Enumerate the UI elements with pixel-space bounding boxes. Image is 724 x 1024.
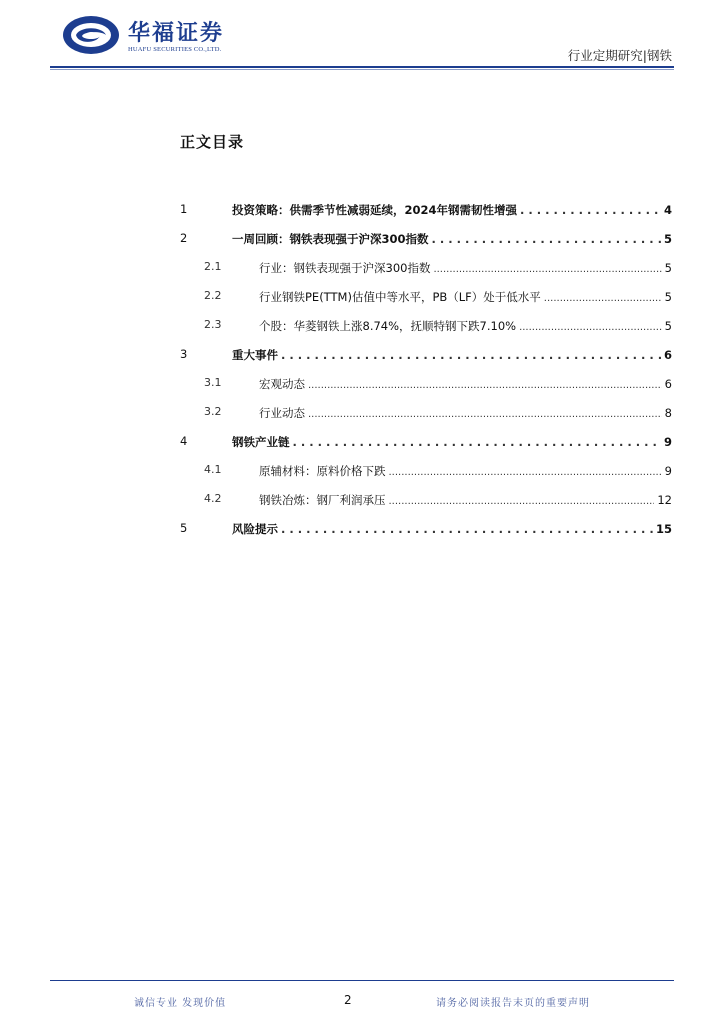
toc-dot-leader: [281, 348, 661, 362]
footer-slogan: 诚信专业 发现价值: [134, 998, 227, 1009]
toc-entry-number: 1: [180, 202, 188, 216]
toc-dot-leader: [432, 232, 661, 246]
toc-entry-title: 风险提示: [232, 522, 278, 536]
footer-divider: [50, 980, 674, 981]
header-divider: [50, 66, 674, 68]
toc-entry[interactable]: [180, 202, 672, 222]
toc-entry-page: 4: [663, 203, 672, 217]
toc-entry-title: 重大事件: [232, 348, 278, 362]
toc-entry-number: 5: [180, 521, 188, 535]
toc-entry[interactable]: [180, 463, 672, 483]
toc-entry[interactable]: [180, 492, 672, 512]
toc-entry-page: 6: [664, 377, 672, 391]
header-divider-thin: [50, 69, 674, 70]
logo-english-name: HUAFU SECURITIES CO.,LTD.: [128, 46, 222, 53]
toc-entry-title: 投资策略：供需季节性减弱延续，2024年钢需韧性增强: [232, 203, 518, 217]
toc-entry[interactable]: [180, 405, 672, 425]
toc-entry-page: 5: [664, 261, 672, 275]
footer-disclaimer: 请务必阅读报告末页的重要声明: [436, 998, 590, 1009]
page-number: 2: [344, 993, 352, 1007]
toc-entry-title: 钢铁产业链: [232, 435, 290, 449]
toc-entry-number: 3.1: [204, 376, 222, 389]
toc-entry-number: 4.1: [204, 463, 222, 476]
toc-entry-number: 2.2: [204, 289, 222, 302]
toc-entry-title: 个股：华菱钢铁上涨8.74%，抚顺特钢下跌7.10%: [259, 319, 517, 333]
toc-entry-title: 一周回顾：钢铁表现强于沪深300指数: [232, 232, 429, 246]
toc-dot-leader: [544, 290, 662, 304]
toc-entry[interactable]: [180, 434, 672, 454]
toc-entry-title: 行业钢铁PE(TTM)估值中等水平，PB（LF）处于低水平: [259, 290, 541, 304]
toc-heading: 正文目录: [180, 133, 245, 151]
toc-dot-leader: [389, 493, 655, 507]
toc-entry-title: 宏观动态: [259, 377, 305, 391]
toc-dot-leader: [281, 522, 653, 536]
toc-entry-page: 12: [657, 493, 672, 507]
toc-entry-number: 2.1: [204, 260, 222, 273]
toc-entry-page: 9: [663, 435, 672, 449]
toc-entry[interactable]: [180, 347, 672, 367]
toc-entry-number: 2: [180, 231, 188, 245]
toc-entry[interactable]: [180, 260, 672, 280]
toc-entry-number: 4: [180, 434, 188, 448]
toc-entry-title: 行业动态: [259, 406, 305, 420]
toc-entry-page: 15: [655, 522, 672, 536]
toc-entry-page: 9: [664, 464, 672, 478]
toc-entry[interactable]: [180, 289, 672, 309]
toc-dot-leader: [433, 261, 661, 275]
toc-entry[interactable]: [180, 521, 672, 541]
toc-entry-number: 3.2: [204, 405, 222, 418]
toc-entry-title: 原辅材料：原料价格下跌: [259, 464, 386, 478]
toc-entry-number: 4.2: [204, 492, 222, 505]
toc-entry-title: 钢铁冶炼：钢厂利润承压: [259, 493, 386, 507]
toc-entry[interactable]: [180, 318, 672, 338]
toc-entry[interactable]: [180, 376, 672, 396]
toc-entry-page: 6: [663, 348, 672, 362]
toc-dot-leader: [520, 203, 661, 217]
toc-dot-leader: [389, 464, 662, 478]
toc-entry-page: 8: [664, 406, 672, 420]
report-category: 行业定期研究|钢铁: [567, 48, 672, 63]
toc-entry[interactable]: [180, 231, 672, 251]
logo-chinese-name: 华福证券: [128, 21, 225, 46]
company-logo: [62, 14, 242, 60]
toc-entry-number: 2.3: [204, 318, 222, 331]
toc-dot-leader: [308, 377, 662, 391]
toc-entry-page: 5: [664, 319, 672, 333]
toc-entry-page: 5: [664, 290, 672, 304]
toc-dot-leader: [293, 435, 661, 449]
toc-entry-number: 3: [180, 347, 188, 361]
toc-dot-leader: [308, 406, 662, 420]
huafu-logo-icon: [62, 14, 120, 56]
toc-entry-page: 5: [663, 232, 672, 246]
toc-entry-title: 行业：钢铁表现强于沪深300指数: [259, 261, 431, 275]
toc-dot-leader: [519, 319, 662, 333]
